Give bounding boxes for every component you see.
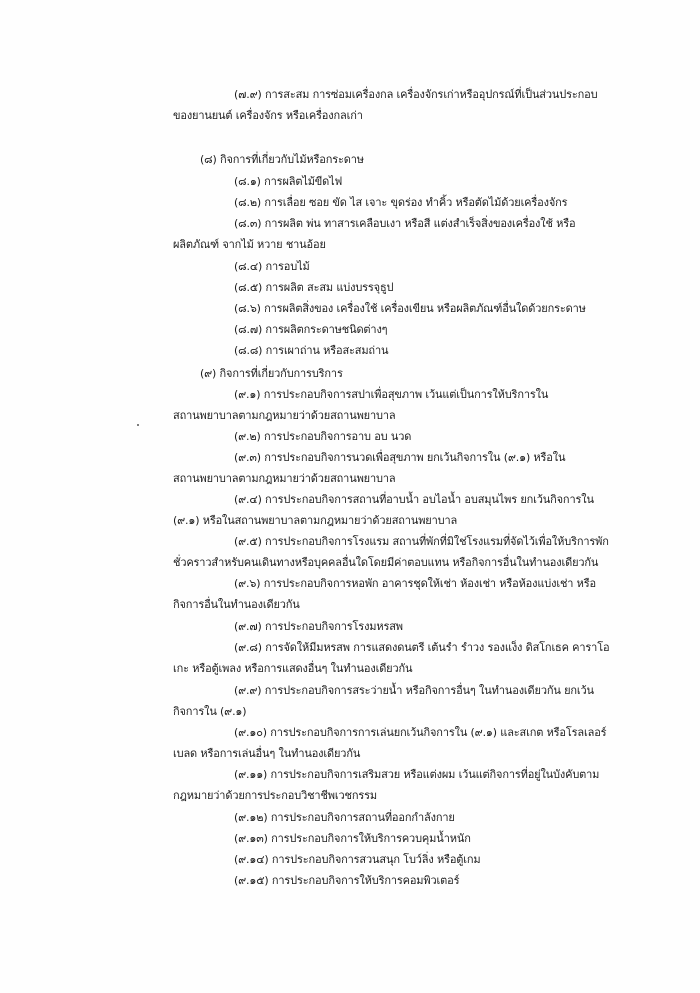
- item-9-8-line-2: เกะ หรือตู้เพลง หรือการแสดงอื่นๆ ในทำนองเดียวกัน: [173, 662, 413, 675]
- item-9-10-line-2: เบลด หรือการเล่นอื่นๆ ในทำนองเดียวกัน: [173, 747, 361, 760]
- item-9-15: (๙.๑๕) การประกอบกิจการให้บริการคอมพิวเตอร์: [234, 874, 460, 887]
- item-7-9-line-1: (๗.๙) การสะสม การซ่อมเครื่องกล เครื่องจักรเก่าหรืออุปกรณ์ที่เป็นส่วนประกอบ: [234, 88, 598, 101]
- item-9-8-line-1: (๙.๘) การจัดให้มีมหรสพ การแสดงดนตรี เต้นรำ รำวง รองแง็ง ดิสโกเธค คาราโอ: [234, 641, 610, 654]
- item-9-2: (๙.๒) การประกอบกิจการอาบ อบ นวด: [234, 430, 412, 443]
- item-9-6-line-1: (๙.๖) การประกอบกิจการหอพัก อาคารชุดให้เช่า ห้องเช่า หรือห้องแบ่งเช่า หรือ: [234, 577, 596, 590]
- item-8-1: (๘.๑) การผลิตไม้ขีดไฟ: [234, 175, 343, 188]
- item-8-3-line-2: ผลิตภัณฑ์ จากไม้ หวาย ชานอ้อย: [173, 238, 326, 251]
- item-8-2: (๘.๒) การเลื่อย ซอย ขัด ไส เจาะ ขุดร่อง ทำคิ้ว หรือตัดไม้ด้วยเครื่องจักร: [234, 196, 568, 209]
- item-9-12: (๙.๑๒) การประกอบกิจการสถานที่ออกกำลังกาย: [234, 811, 455, 824]
- scan-speck: [137, 424, 139, 426]
- item-8-4: (๘.๔) การอบไม้: [234, 260, 310, 273]
- item-9-5-line-2: ชั่วคราวสำหรับคนเดินทางหรือบุคคลอื่นใดโดยมีค่าตอบแทน หรือกิจการอื่นในทำนองเดียวกัน: [173, 556, 599, 569]
- item-8-6: (๘.๖) การผลิตสิ่งของ เครื่องใช้ เครื่องเขียน หรือผลิตภัณฑ์อื่นใดด้วยกระดาษ: [234, 302, 586, 315]
- item-9-3-line-1: (๙.๓) การประกอบกิจการนวดเพื่อสุขภาพ ยกเว้นกิจการใน (๙.๑) หรือใน: [234, 451, 566, 464]
- item-9-9-line-1: (๙.๙) การประกอบกิจการสระว่ายน้ำ หรือกิจการอื่นๆ ในทำนองเดียวกัน ยกเว้น: [234, 684, 594, 697]
- item-9-13: (๙.๑๓) การประกอบกิจการให้บริการควบคุมน้ำหนัก: [234, 832, 471, 845]
- item-9-1-line-1: (๙.๑) การประกอบกิจการสปาเพื่อสุขภาพ เว้นแต่เป็นการให้บริการใน: [234, 388, 549, 401]
- item-8-8: (๘.๘) การเผาถ่าน หรือสะสมถ่าน: [234, 344, 389, 357]
- item-9-9-line-2: กิจการใน (๙.๑): [173, 705, 247, 718]
- item-8-3-line-1: (๘.๓) การผลิต พ่น ทาสารเคลือบเงา หรือสี แต่งสำเร็จสิ่งของเครื่องใช้ หรือ: [234, 217, 576, 230]
- item-9-10-line-1: (๙.๑๐) การประกอบกิจการการเล่นยกเว้นกิจการใน (๙.๑) และสเกต หรือโรลเลอร์: [234, 726, 607, 739]
- item-9-5-line-1: (๙.๕) การประกอบกิจการโรงแรม สถานที่พักที่มิใช่โรงแรมที่จัดไว้เพื่อให้บริการพัก: [234, 535, 609, 548]
- item-8-5: (๘.๕) การผลิต สะสม แบ่งบรรจุธูป: [234, 281, 394, 294]
- item-9-14: (๙.๑๔) การประกอบกิจการสวนสนุก โบว์ลิ่ง หรือตู้เกม: [234, 853, 481, 866]
- item-9-3-line-2: สถานพยาบาลตามกฎหมายว่าด้วยสถานพยาบาล: [173, 472, 396, 485]
- item-8-7: (๘.๗) การผลิตกระดาษชนิดต่างๆ: [234, 323, 388, 336]
- item-9-11-line-1: (๙.๑๑) การประกอบกิจการเสริมสวย หรือแต่งผม เว้นแต่กิจการที่อยู่ในบังคับตาม: [234, 768, 600, 781]
- item-9-11-line-2: กฎหมายว่าด้วยการประกอบวิชาชีพเวชกรรม: [173, 789, 377, 802]
- item-9-4-line-2: (๙.๑) หรือในสถานพยาบาลตามกฎหมายว่าด้วยสถานพยาบาล: [173, 514, 458, 527]
- item-9-1-line-2: สถานพยาบาลตามกฎหมายว่าด้วยสถานพยาบาล: [173, 409, 396, 422]
- item-7-9-line-2: ของยานยนต์ เครื่องจักร หรือเครื่องกลเก่า: [173, 109, 363, 122]
- item-9-6-line-2: กิจการอื่นในทำนองเดียวกัน: [173, 598, 300, 611]
- section-8-heading: (๘) กิจการที่เกี่ยวกับไม้หรือกระดาษ: [200, 153, 364, 166]
- item-9-4-line-1: (๙.๔) การประกอบกิจการสถานที่อาบน้ำ อบไอน้ำ อบสมุนไพร ยกเว้นกิจการใน: [234, 493, 594, 506]
- item-9-7: (๙.๗) การประกอบกิจการโรงมหรสพ: [234, 620, 403, 633]
- section-9-heading: (๙) กิจการที่เกี่ยวกับการบริการ: [200, 367, 343, 380]
